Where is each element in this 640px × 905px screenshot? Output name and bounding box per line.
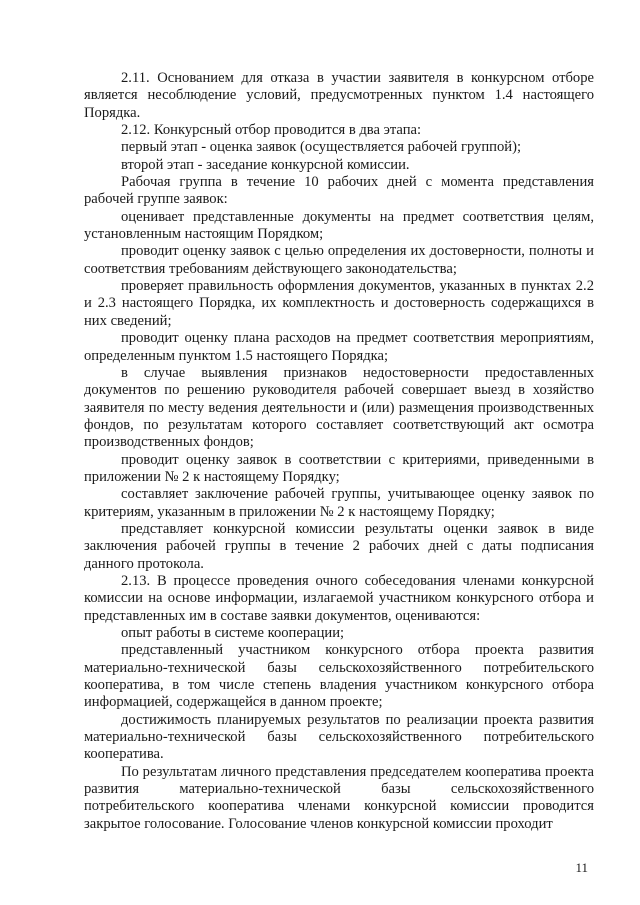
paragraph-expense-plan: проводит оценку плана расходов на предмет соответствия мероприятиям, определенным пунктом 1.5 настоящего Порядка;	[84, 330, 594, 364]
paragraph-group-conclusion: составляет заключение рабочей группы, учитывающее оценку заявок по критериям, указанным в приложении № 2 к настоящему Порядку;	[84, 486, 594, 520]
paragraph-submits-results: представляет конкурсной комиссии результаты оценки заявок в виде заключения рабочей группы в течение 2 рабочих дней с даты подписания данного протокола.	[84, 520, 594, 572]
paragraph-project-presented: представленный участником конкурсного отбора проекта развития материально-технической базы сельскохозяйственного потребительского кооператива, в том числе степень владения участником конкурсного отбора информацией, содержащейся в данном проекте;	[84, 642, 594, 711]
paragraph-checks-documents: проверяет правильность оформления документов, указанных в пунктах 2.2 и 2.3 настоящего Порядка, их комплектность и достоверность содержащихся в них сведений;	[84, 278, 594, 329]
paragraph-assesses-reliability: проводит оценку заявок с целью определения их достоверности, полноты и соответствия требованиям действующего законодательства;	[84, 243, 594, 277]
paragraph-cooperation-experience: опыт работы в системе кооперации;	[121, 625, 345, 641]
page-number: 11	[575, 860, 588, 875]
paragraph-stage-one: первый этап - оценка заявок (осуществляется рабочей группой);	[121, 139, 522, 156]
paragraph-criteria-assessment: проводит оценку заявок в соответствии с критериями, приведенными в приложении № 2 к настоящему Порядку;	[84, 451, 594, 485]
paragraph-2-12: 2.12. Конкурсный отбор проводится в два этапа:	[121, 122, 422, 139]
paragraph-working-group: Рабочая группа в течение 10 рабочих дней с момента представления рабочей группе заявок:	[84, 174, 594, 208]
paragraph-stage-two: второй этап - заседание конкурсной комиссии.	[121, 156, 410, 173]
paragraph-evaluates-documents: оценивает представленные документы на предмет соответствия целям, установленным настоящим Порядком;	[84, 208, 594, 243]
paragraph-voting: По результатам личного представления председателем кооператива проекта развития материально-технической базы сельскохозяйственного потребительского кооператива членами конкурсной комиссии проводится закрытое голосование. Голосование членов конкурсной комиссии проходит	[84, 763, 594, 832]
document-page	[84, 70, 594, 833]
paragraph-2-11: 2.11. Основанием для отказа в участии заявителя в конкурсном отборе является несоблюдение условий, предусмотренных пунктом 1.4 настоящего Порядка.	[84, 70, 594, 121]
paragraph-site-visit: в случае выявления признаков недостоверности предоставленных документов по решению руководителя рабочей совершает выезд в хозяйство заявителя по месту ведения деятельности и (или) размещения производственных фондов, по результатам которого составляет соответствующий акт осмотра производственных фондов;	[84, 364, 594, 451]
paragraph-2-13: 2.13. В процессе проведения очного собеседования членами конкурсной комиссии на основе информации, излагаемой участником конкурсного отбора и представленных им в составе заявки документов, оцениваются:	[84, 572, 594, 624]
paragraph-achievability: достижимость планируемых результатов по реализации проекта развития материально-технической базы сельскохозяйственного потребительского кооператива.	[84, 711, 594, 763]
